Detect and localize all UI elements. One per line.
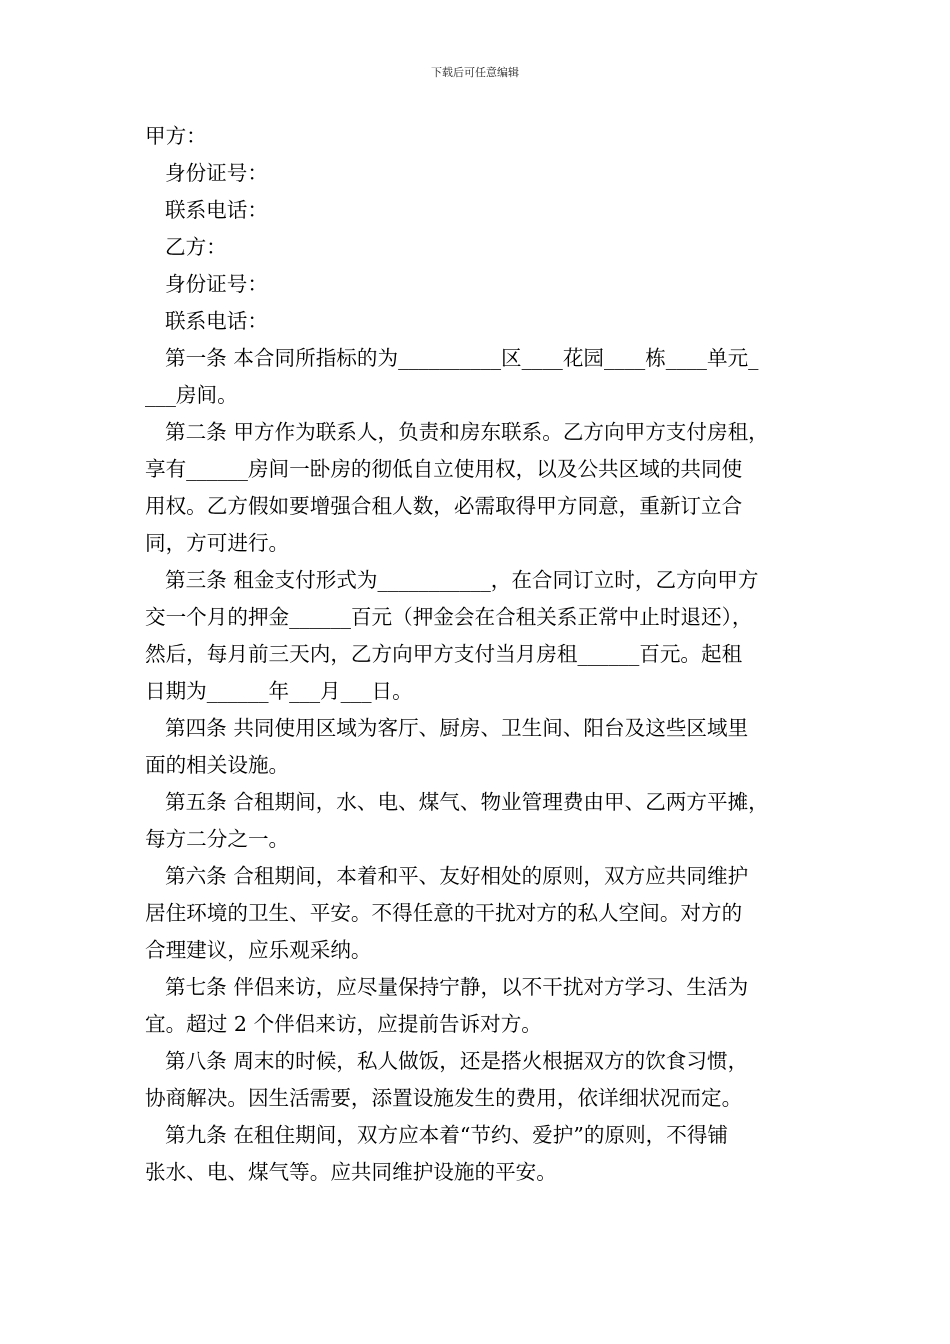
clause-line: 用权。乙方假如要增强合租人数，必需取得甲方同意，重新订立合 <box>145 494 743 518</box>
party-b-label: 乙方： <box>165 235 227 259</box>
clause-line: 日期为______年___月___日。 <box>145 679 413 703</box>
clause-line: 第五条 合租期间，水、电、煤气、物业管理费由甲、乙两方平摊， <box>165 790 769 814</box>
clause-3 <box>145 562 820 710</box>
page-header-note: 下载后可任意编辑 <box>431 66 519 79</box>
party-a-label: 甲方： <box>145 124 207 148</box>
clause-6 <box>145 858 820 969</box>
clause-5 <box>145 784 820 858</box>
clause-line: 张水、电、煤气等。应共同维护设施的平安。 <box>145 1160 557 1184</box>
clause-line: 交一个月的押金______百元（押金会在合租关系正常中止时退还）， <box>145 605 753 629</box>
clause-2 <box>145 414 820 562</box>
clause-line: 第三条 租金支付形式为___________，在合同订立时，乙方向甲方 <box>165 568 759 592</box>
clause-8 <box>145 1043 820 1117</box>
clause-line: 合理建议，应乐观采纳。 <box>145 938 372 962</box>
clause-line: 第六条 合租期间，本着和平、友好相处的原则，双方应共同维护 <box>165 864 749 888</box>
clause-7 <box>145 969 820 1043</box>
clause-4 <box>145 710 820 784</box>
clause-line: 第一条 本合同所指标的为__________区____花园____栋____单元_ <box>165 346 759 370</box>
party-a-id-label: 身份证号： <box>165 161 268 185</box>
party-a-phone-label: 联系电话： <box>165 198 268 222</box>
clause-line: 面的相关设施。 <box>145 753 290 777</box>
clause-line: 同，方可进行。 <box>145 531 290 555</box>
clause-9 <box>145 1117 820 1191</box>
clause-line: 居住环境的卫生、平安。不得任意的干扰对方的私人空间。对方的 <box>145 901 743 925</box>
clause-line: 宜。超过 2 个伴侣来访，应提前告诉对方。 <box>145 1012 542 1036</box>
clause-line: 然后，每月前三天内，乙方向甲方支付当月房租______百元。起租 <box>145 642 743 666</box>
clause-line: 每方二分之一。 <box>145 827 290 851</box>
clause-line: 享有______房间一卧房的彻低自立使用权，以及公共区域的共同使 <box>145 457 743 481</box>
clause-1 <box>145 340 820 414</box>
parties-section <box>145 118 820 340</box>
party-b-id-label: 身份证号： <box>165 272 268 296</box>
contract-body <box>145 118 820 1191</box>
clause-line: 第八条 周末的时候，私人做饭，还是搭火根据双方的饮食习惯， <box>165 1049 749 1073</box>
party-b-phone-label: 联系电话： <box>165 309 268 333</box>
clause-line: 第九条 在租住期间，双方应本着“节约、爱护”的原则，不得铺 <box>165 1123 729 1147</box>
clause-line: 第二条 甲方作为联系人，负责和房东联系。乙方向甲方支付房租， <box>165 420 769 444</box>
clause-line: ___房间。 <box>145 383 238 407</box>
clause-line: 协商解决。因生活需要，添置设施发生的费用，依详细状况而定。 <box>145 1086 743 1110</box>
clause-line: 第四条 共同使用区域为客厅、厨房、卫生间、阳台及这些区域里 <box>165 716 749 740</box>
clause-line: 第七条 伴侣来访，应尽量保持宁静，以不干扰对方学习、生活为 <box>165 975 749 999</box>
